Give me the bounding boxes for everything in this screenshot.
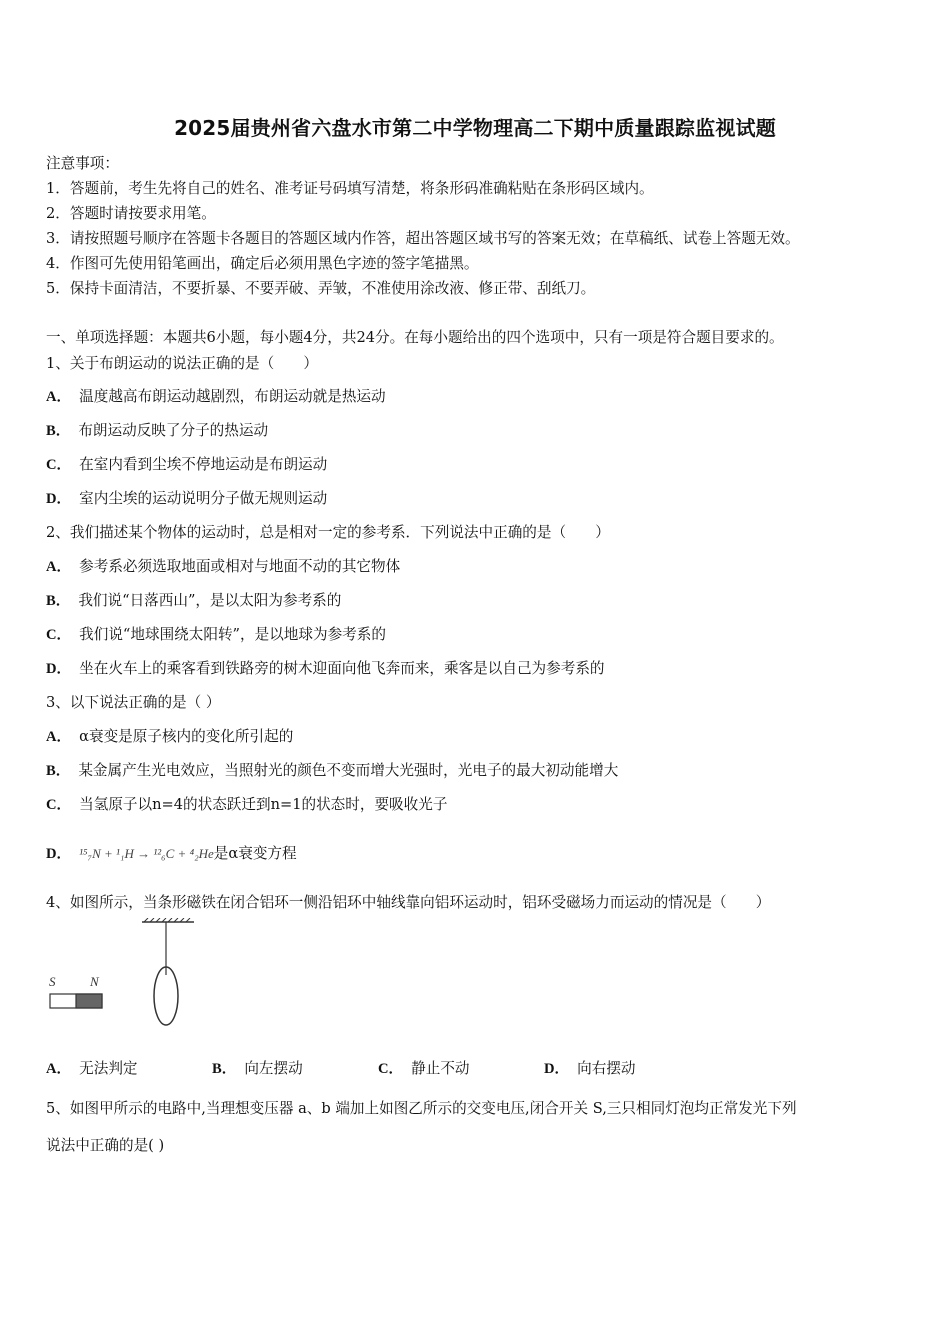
q4-option-c: [378, 1057, 544, 1078]
option-label: C．: [46, 457, 72, 473]
q3-option-d: [46, 842, 297, 863]
q4-options: [46, 1057, 710, 1078]
section-heading: 一、单项选择题：本题共6小题，每小题4分，共24分。在每小题给出的四个选项中，只有一项是符合题目要求的。: [46, 329, 784, 346]
q4-option-a: [46, 1057, 212, 1078]
option-label: B．: [46, 763, 71, 779]
q5-stem-line2: 说法中正确的是( ): [46, 1137, 165, 1154]
nuclear-equation: ¹⁵₇N + ¹₁H → ¹²₆C + ⁴₂He: [79, 846, 214, 861]
q2-option-c: [46, 623, 386, 644]
magnet-n-label: N: [90, 974, 99, 989]
q2-option-b: [46, 589, 341, 610]
option-label: B．: [212, 1061, 237, 1077]
option-label: D．: [46, 661, 72, 677]
q1-option-b: [46, 419, 268, 440]
q3-option-b-text: 某金属产生光电效应，当照射光的颜色不变而增大光强时，光电子的最大初动能增大: [78, 762, 619, 779]
magnet-ring-diagram: [44, 918, 214, 1033]
q2-option-a-text: 参考系必须选取地面或相对与地面不动的其它物体: [79, 558, 401, 575]
q4-stem: 4、如图所示，当条形磁铁在闭合铝环一侧沿铝环中轴线靠向铝环运动时，铝环受磁场力而运动的情况是（ ）: [46, 894, 771, 911]
notice-item-1: 1．答题前，考生先将自己的姓名、准考证号码填写清楚，将条形码准确粘贴在条形码区域内。: [46, 180, 654, 197]
q1-stem: 1、关于布朗运动的说法正确的是（ ）: [46, 355, 318, 372]
notice-item-5: 5．保持卡面清洁，不要折暴、不要弄破、弄皱，不准使用涂改液、修正带、刮纸刀。: [46, 280, 596, 297]
option-label: D．: [46, 491, 72, 507]
q5-stem-line1: 5、如图甲所示的电路中,当理想变压器 a、b 端加上如图乙所示的交变电压,闭合开关 S,三只相同灯泡均正常发光下列: [46, 1100, 797, 1117]
option-label: D．: [544, 1061, 570, 1077]
option-label: C．: [46, 797, 72, 813]
option-label: B．: [46, 423, 71, 439]
option-label: C．: [378, 1061, 404, 1077]
notice-item-2: 2．答题时请按要求用笔。: [46, 205, 216, 222]
option-label: A．: [46, 1061, 72, 1077]
magnet-s-label: S: [49, 974, 56, 989]
q2-option-b-text: 我们说“日落西山”，是以太阳为参考系的: [78, 592, 342, 609]
option-label: D．: [46, 846, 72, 862]
page-title: 2025届贵州省六盘水市第二中学物理高二下期中质量跟踪监视试题: [174, 116, 776, 140]
q3-option-a: [46, 725, 293, 746]
q4-option-a-text: 无法判定: [79, 1060, 138, 1077]
option-label: C．: [46, 627, 72, 643]
magnet-n-half: [76, 994, 102, 1008]
q4-option-c-text: 静止不动: [411, 1060, 470, 1077]
option-label: B．: [46, 593, 71, 609]
q4-option-d: [544, 1057, 710, 1078]
q4-option-b-text: 向左摆动: [244, 1060, 303, 1077]
q1-option-d: [46, 487, 327, 508]
notice-heading: 注意事项：: [46, 155, 119, 172]
magnet-ring-figure: [44, 918, 214, 1033]
notice-item-3: 3．请按照题号顺序在答题卡各题目的答题区域内作答，超出答题区域书写的答案无效；在草稿纸、试卷上答题无效。: [46, 230, 800, 247]
q2-stem: 2、我们描述某个物体的运动时，总是相对一定的参考系．下列说法中正确的是（ ）: [46, 524, 610, 541]
q3-option-c: [46, 793, 447, 814]
q1-option-b-text: 布朗运动反映了分子的热运动: [78, 422, 269, 439]
q4-option-d-text: 向右摆动: [577, 1060, 636, 1077]
notice-item-4: 4．作图可先使用铅笔画出，确定后必须用黑色字迹的签字笔描黑。: [46, 255, 479, 272]
q3-option-b: [46, 759, 618, 780]
q1-option-a: [46, 385, 386, 406]
q3-option-a-text: α衰变是原子核内的变化所引起的: [79, 728, 294, 745]
q1-option-c-text: 在室内看到尘埃不停地运动是布朗运动: [79, 456, 328, 473]
q3-option-d-text: 是α衰变方程: [213, 845, 297, 862]
q2-option-a: [46, 555, 400, 576]
option-label: A．: [46, 559, 72, 575]
q1-option-c: [46, 453, 327, 474]
q4-option-b: [212, 1057, 378, 1078]
q2-option-c-text: 我们说“地球围绕太阳转”，是以地球为参考系的: [79, 626, 386, 643]
q2-option-d-text: 坐在火车上的乘客看到铁路旁的树木迎面向他飞奔而来，乘客是以自己为参考系的: [79, 660, 605, 677]
aluminum-ring: [154, 967, 178, 1025]
q3-stem: 3、以下说法正确的是（ ）: [46, 694, 221, 711]
q3-option-c-text: 当氢原子以n=4的状态跃迁到n=1的状态时，要吸收光子: [79, 796, 448, 813]
q2-option-d: [46, 657, 605, 678]
q1-option-a-text: 温度越高布朗运动越剧烈，布朗运动就是热运动: [79, 388, 386, 405]
option-label: A．: [46, 729, 72, 745]
q1-option-d-text: 室内尘埃的运动说明分子做无规则运动: [79, 490, 328, 507]
option-label: A．: [46, 389, 72, 405]
